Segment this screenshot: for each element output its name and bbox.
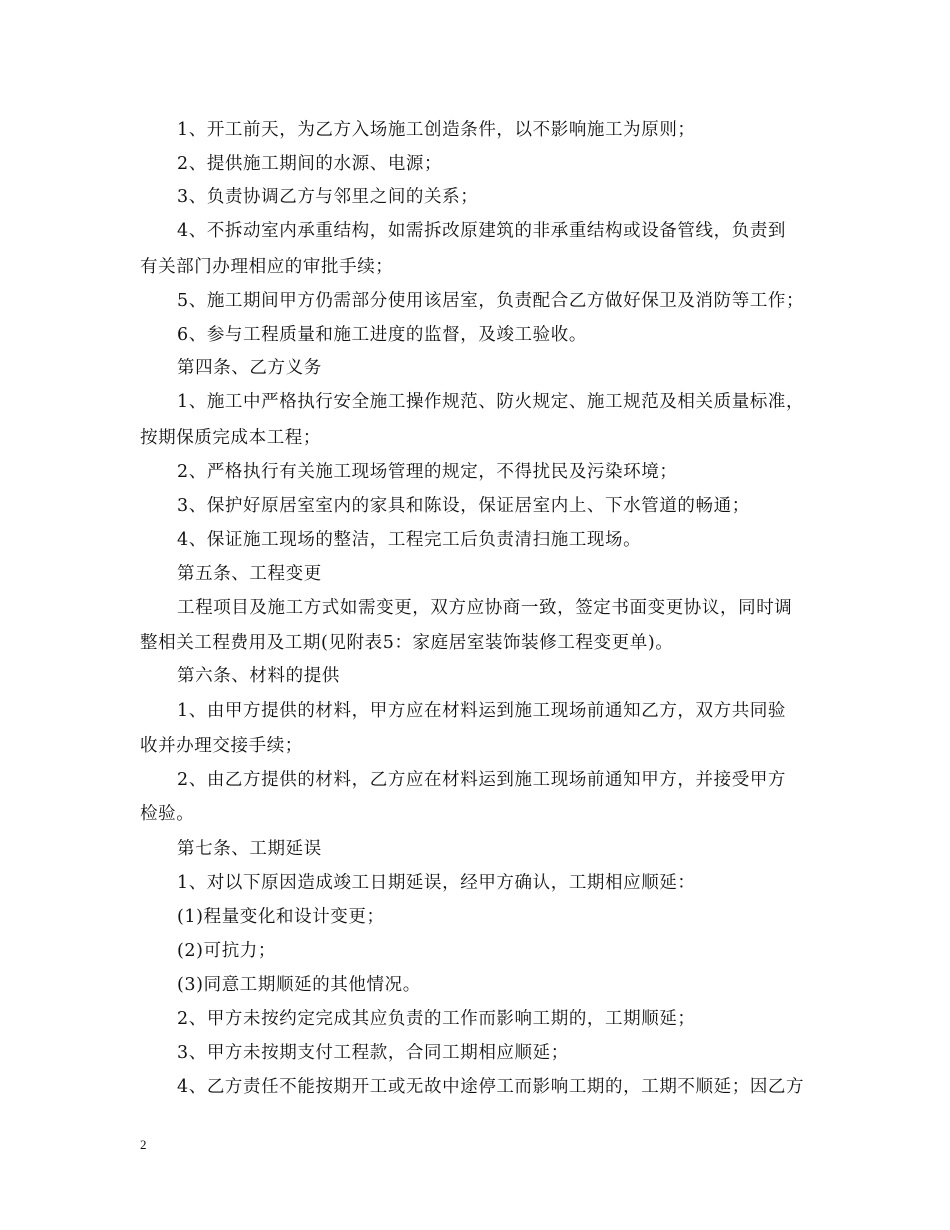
text-line: 2、提供施工期间的水源、电源； <box>177 154 443 174</box>
text-line: (2)可抗力； <box>177 941 276 961</box>
section-heading: 第四条、乙方义务 <box>177 358 322 378</box>
page-number: 2 <box>140 1137 147 1152</box>
text-line: 4、保证施工现场的整洁，工程完工后负责清扫施工现场。 <box>177 530 642 550</box>
text-line: 6、参与工程质量和施工进度的监督，及竣工验收。 <box>177 325 587 345</box>
text-line: 3、甲方未按期支付工程款，合同工期相应顺延； <box>177 1043 569 1063</box>
text-line: 3、负责协调乙方与邻里之间的关系； <box>177 187 479 207</box>
text-line: 2、由乙方提供的材料，乙方应在材料运到施工现场前通知甲方，并接受甲方 <box>177 770 787 790</box>
text-line: 整相关工程费用及工期(见附表5：家庭居室装饰装修工程变更单)。 <box>140 633 674 653</box>
section-heading: 第七条、工期延误 <box>177 839 322 859</box>
text-line: 有关部门办理相应的审批手续； <box>140 257 394 277</box>
text-line: 按期保质完成本工程； <box>140 428 321 448</box>
text-line: (3)同意工期顺延的其他情况。 <box>177 975 421 995</box>
text-line: 5、施工期间甲方仍需部分使用该居室，负责配合乙方做好保卫及消防等工作； <box>177 291 805 311</box>
text-line: 收并办理交接手续； <box>140 736 303 756</box>
text-line: 检验。 <box>140 804 195 824</box>
text-line: 工程项目及施工方式如需变更，双方应协商一致，签定书面变更协议，同时调 <box>177 598 793 618</box>
text-line: 2、严格执行有关施工现场管理的规定，不得扰民及污染环境； <box>177 462 678 482</box>
section-heading: 第六条、材料的提供 <box>177 666 340 686</box>
text-line: 3、保护好原居室室内的家具和陈设，保证居室内上、下水管道的畅通； <box>177 496 750 516</box>
text-line: 4、乙方责任不能按期开工或无故中途停工而影响工期的，工期不顺延；因乙方 <box>177 1077 805 1097</box>
text-line: 1、开工前天，为乙方入场施工创造条件，以不影响施工为原则； <box>177 120 696 140</box>
text-line: (1)程量变化和设计变更； <box>177 907 385 927</box>
text-line: 1、施工中严格执行安全施工操作规范、防火规定、施工规范及相关质量标准， <box>177 392 805 412</box>
text-line: 1、对以下原因造成竣工日期延误，经甲方确认，工期相应顺延： <box>177 873 696 893</box>
text-line: 2、甲方未按约定完成其应负责的工作而影响工期的，工期顺延； <box>177 1009 696 1029</box>
text-line: 1、由甲方提供的材料，甲方应在材料运到施工现场前通知乙方，双方共同验 <box>177 701 787 721</box>
section-heading: 第五条、工程变更 <box>177 564 322 584</box>
text-line: 4、不拆动室内承重结构，如需拆改原建筑的非承重结构或设备管线，负责到 <box>177 221 787 241</box>
